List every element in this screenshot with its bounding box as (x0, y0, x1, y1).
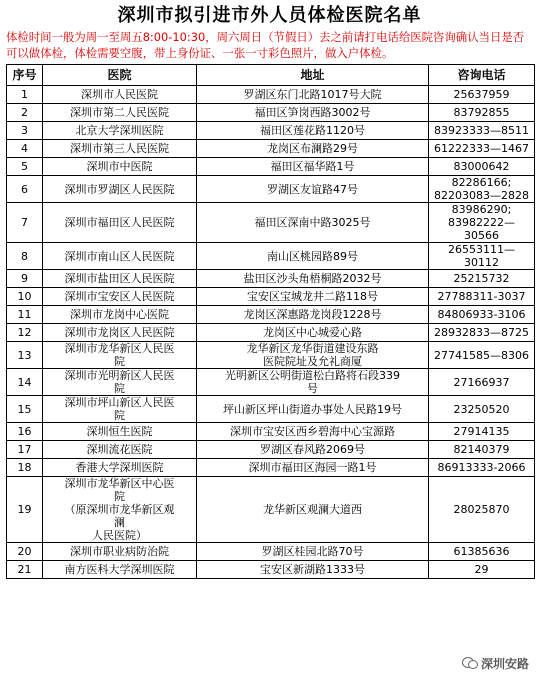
cell-no: 19 (7, 477, 43, 543)
cell-no: 8 (7, 243, 43, 270)
cell-address: 福田区莲花路1120号 (197, 122, 429, 140)
table-row (7, 561, 535, 579)
cell-hospital: 深圳市宝安区人民医院 (43, 288, 197, 306)
cell-phone: 27741585—8306 (429, 342, 535, 369)
table-row (7, 396, 535, 423)
cell-no: 21 (7, 561, 43, 579)
page-title: 深圳市拟引进市外人员体检医院名单 (117, 5, 422, 26)
cell-no: 18 (7, 459, 43, 477)
cell-address: 宝安区宝城龙井二路118号 (197, 288, 429, 306)
cell-phone: 82140379 (429, 441, 535, 459)
cell-hospital: 深圳市罗湖区人民医院 (43, 176, 197, 203)
table-row (7, 140, 535, 158)
table-row (7, 543, 535, 561)
cell-hospital: 深圳市龙华新区中心医 院 （原深圳市龙华新区观 澜 人民医院） (43, 477, 197, 543)
cell-hospital: 香港大学深圳医院 (43, 459, 197, 477)
cell-phone: 26553111—30112 (429, 243, 535, 270)
cell-hospital: 深圳市光明新区人民医 院 (43, 369, 197, 396)
cell-address: 罗湖区桂园北路70号 (197, 543, 429, 561)
cell-hospital: 北京大学深圳医院 (43, 122, 197, 140)
cell-address: 龙岗区中心城爱心路 (197, 324, 429, 342)
table-row (7, 288, 535, 306)
cell-address: 罗湖区东门北路1017号大院 (197, 86, 429, 104)
table-row (7, 306, 535, 324)
cell-no: 11 (7, 306, 43, 324)
wechat-watermark (460, 654, 531, 672)
cell-hospital: 深圳市盐田区人民医院 (43, 270, 197, 288)
table-row (7, 324, 535, 342)
cell-phone: 61222333—1467 (429, 140, 535, 158)
cell-hospital: 深圳恒生医院 (43, 423, 197, 441)
cell-hospital: 深圳流花医院 (43, 441, 197, 459)
cell-no: 5 (7, 158, 43, 176)
header-address: 地址 (197, 65, 429, 86)
cell-phone: 27788311-3037 (429, 288, 535, 306)
cell-no: 3 (7, 122, 43, 140)
cell-no: 2 (7, 104, 43, 122)
cell-hospital: 深圳市南山区人民医院 (43, 243, 197, 270)
cell-phone: 29 (429, 561, 535, 579)
cell-no: 7 (7, 203, 43, 243)
header-hospital: 医院 (43, 65, 197, 86)
table-row (7, 203, 535, 243)
cell-no: 20 (7, 543, 43, 561)
table-row (7, 270, 535, 288)
cell-phone: 82286166; 82203083—2828 (429, 176, 535, 203)
cell-hospital: 深圳市中医院 (43, 158, 197, 176)
cell-address: 罗湖区春风路2069号 (197, 441, 429, 459)
table-row (7, 158, 535, 176)
cell-no: 15 (7, 396, 43, 423)
cell-phone: 25637959 (429, 86, 535, 104)
cell-phone: 83923333—8511 (429, 122, 535, 140)
cell-phone: 61385636 (429, 543, 535, 561)
cell-address: 龙华新区观澜大道西 (197, 477, 429, 543)
cell-phone: 83986290; 83982222—30566 (429, 203, 535, 243)
cell-no: 10 (7, 288, 43, 306)
cell-phone: 83792855 (429, 104, 535, 122)
cell-phone: 27166937 (429, 369, 535, 396)
table-row (7, 176, 535, 203)
table-row (7, 441, 535, 459)
cell-phone: 84806933-3106 (429, 306, 535, 324)
cell-address: 光明新区公明街道松白路将石段339 号 (197, 369, 429, 396)
cell-phone: 28932833—8725 (429, 324, 535, 342)
table-row (7, 243, 535, 270)
cell-hospital: 南方医科大学深圳医院 (43, 561, 197, 579)
cell-hospital: 深圳市龙岗中心医院 (43, 306, 197, 324)
table-row (7, 86, 535, 104)
header-no: 序号 (7, 65, 43, 86)
watermark-text: 深圳安路 (480, 656, 529, 671)
cell-hospital: 深圳市坪山新区人民医 院 (43, 396, 197, 423)
cell-no: 14 (7, 369, 43, 396)
cell-address: 福田区笋岗西路3002号 (197, 104, 429, 122)
table-row (7, 342, 535, 369)
cell-address: 龙岗区布澜路29号 (197, 140, 429, 158)
cell-phone: 83000642 (429, 158, 535, 176)
wechat-icon (462, 656, 478, 670)
cell-address: 深圳市宝安区西乡碧海中心宝源路 (197, 423, 429, 441)
cell-no: 16 (7, 423, 43, 441)
cell-address: 深圳市福田区海园一路1号 (197, 459, 429, 477)
cell-address: 龙岗区深惠路龙岗段1228号 (197, 306, 429, 324)
cell-no: 13 (7, 342, 43, 369)
table-row (7, 369, 535, 396)
cell-phone: 25215732 (429, 270, 535, 288)
cell-phone: 23250520 (429, 396, 535, 423)
cell-hospital: 深圳市第三人民医院 (43, 140, 197, 158)
cell-address: 福田区深南中路3025号 (197, 203, 429, 243)
table-row (7, 477, 535, 543)
cell-phone: 27914135 (429, 423, 535, 441)
header-phone: 咨询电话 (429, 65, 535, 86)
cell-address: 坪山新区坪山街道办事处人民路19号 (197, 396, 429, 423)
cell-phone: 28025870 (429, 477, 535, 543)
cell-address: 罗湖区友谊路47号 (197, 176, 429, 203)
cell-hospital: 深圳市职业病防治院 (43, 543, 197, 561)
cell-address: 盐田区沙头角梧桐路2032号 (197, 270, 429, 288)
cell-hospital: 深圳市第二人民医院 (43, 104, 197, 122)
cell-hospital: 深圳市人民医院 (43, 86, 197, 104)
cell-phone: 86913333-2066 (429, 459, 535, 477)
table-header-row (7, 65, 535, 86)
hospital-table (6, 64, 535, 579)
cell-address: 龙华新区龙华街道建设东路 医院院址及允礼商厦 (197, 342, 429, 369)
cell-address: 宝安区新湖路1333号 (197, 561, 429, 579)
cell-address: 南山区桃园路89号 (197, 243, 429, 270)
cell-address: 福田区福华路1号 (197, 158, 429, 176)
table-row (7, 459, 535, 477)
cell-hospital: 深圳市龙华新区人民医 院 (43, 342, 197, 369)
table-row (7, 104, 535, 122)
cell-no: 4 (7, 140, 43, 158)
cell-no: 9 (7, 270, 43, 288)
table-row (7, 122, 535, 140)
table-row (7, 423, 535, 441)
cell-hospital: 深圳市福田区人民医院 (43, 203, 197, 243)
cell-hospital: 深圳市龙岗区人民医院 (43, 324, 197, 342)
cell-no: 6 (7, 176, 43, 203)
notice-text: 体检时间一般为周一至周五8:00-10:30，周六周日（节假日）去之前请打电话给医院咨询确认当日是否可以做体检，体检需要空腹，带上身份证、一张一寸彩色照片，做入户体检。 (6, 30, 525, 60)
cell-no: 17 (7, 441, 43, 459)
cell-no: 12 (7, 324, 43, 342)
cell-no: 1 (7, 86, 43, 104)
